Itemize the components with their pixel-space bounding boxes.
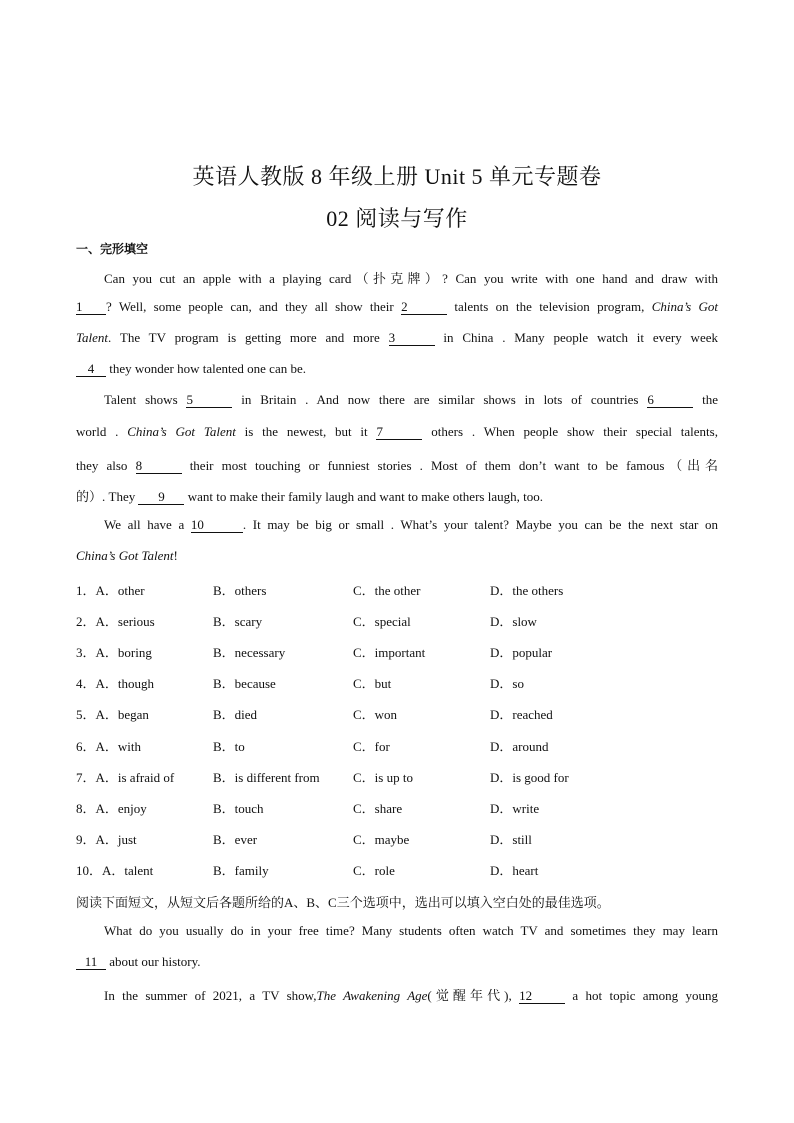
blank-7: 7 — [376, 425, 422, 440]
option-d: D．still — [490, 832, 532, 847]
option-a — [76, 580, 145, 599]
instruction-text: 阅读下面短文，从短文后各题所给的A、B、C三个选项中，选出可以填入空白处的最佳选项。 — [76, 895, 610, 910]
option-c: C．special — [353, 614, 411, 629]
blank-12: 12 — [519, 989, 565, 1004]
option-d: D．so — [490, 676, 524, 691]
option-d: D．reached — [490, 707, 553, 722]
passage-line: they also 8 their most touching or funniest stories . Most of them don’t want to be famous（出名 — [76, 458, 719, 473]
passage-line: In the summer of 2021, a TV show,The Awakening Age(觉醒年代), 12 a hot topic among young — [104, 988, 719, 1003]
question-number: 3．A． — [76, 645, 118, 660]
question-number: 5．A． — [76, 707, 118, 722]
option-c: C．for — [353, 739, 390, 754]
passage-line: 的）. They 9 want to make their family laugh and want to make others laugh, too. — [76, 489, 543, 504]
blank-3: 3 — [389, 331, 435, 346]
blank-9: 9 — [138, 490, 184, 505]
option-c: C．share — [353, 801, 403, 816]
blank-2: 2 — [401, 300, 447, 315]
passage-line: Talent shows 5 in Britain . And now there are similar shows in lots of countries 6 the — [104, 392, 719, 407]
section-heading-cloze: 一、完形填空 — [76, 242, 149, 256]
option-a — [76, 704, 149, 723]
passage-line: What do you usually do in your free time? Many students often watch TV and sometimes they may learn — [104, 923, 718, 938]
passage-line: We all have a 10 . It may be big or small . What’s your talent? Maybe you can be the next star on — [104, 517, 718, 532]
question-number: 8．A． — [76, 801, 118, 816]
blank-10: 10 — [191, 518, 243, 533]
passage-line: Talent. The TV program is getting more and more 3 in China . Many people watch it every week — [76, 330, 718, 345]
option-c: C．is up to — [353, 770, 413, 785]
option-d: D．heart — [490, 863, 539, 878]
option-c: C．important — [353, 645, 426, 660]
page-title: 英语人教版 8 年级上册 Unit 5 单元专题卷 — [192, 164, 602, 189]
option-b: B．to — [213, 739, 245, 754]
passage-line: China’s Got Talent! — [76, 548, 178, 563]
option-c: C．but — [353, 676, 392, 691]
page-subtitle: 02 阅读与写作 — [326, 206, 468, 231]
option-a-text: though — [117, 676, 155, 691]
passage-line: world . China’s Got Talent is the newest, but it 7 others . When people show their special talents, — [76, 424, 718, 439]
question-number: 1．A． — [76, 583, 118, 598]
option-b: B．died — [213, 707, 258, 722]
option-d: D．around — [490, 739, 549, 754]
passage-line: 4 they wonder how talented one can be. — [76, 361, 306, 377]
passage-line: Can you cut an apple with a playing card（扑克牌）? Can you write with one hand and draw with — [104, 271, 718, 286]
option-a-text: began — [117, 707, 149, 722]
question-number: 6．A． — [76, 739, 118, 754]
option-a — [76, 860, 153, 879]
option-b: B．ever — [213, 832, 258, 847]
passage-line: 1 ? Well, some people can, and they all show their 2 talents on the television program, China’s Got — [76, 299, 719, 314]
option-a — [76, 736, 141, 755]
option-a — [76, 829, 137, 848]
option-a-text: with — [117, 739, 142, 754]
question-number: 4．A． — [76, 676, 118, 691]
blank-5: 5 — [186, 393, 232, 408]
option-c: C．role — [353, 863, 395, 878]
option-b: B．because — [213, 676, 276, 691]
question-number: 9．A． — [76, 832, 118, 847]
question-number: 2．A． — [76, 614, 118, 629]
option-a — [76, 798, 147, 817]
option-a — [76, 642, 152, 661]
option-a-text: is afraid of — [117, 770, 175, 785]
blank-4: 4 — [76, 362, 106, 377]
option-a-text: just — [117, 832, 137, 847]
blank-6: 6 — [647, 393, 693, 408]
option-d: D．slow — [490, 614, 537, 629]
option-d: D．the others — [490, 583, 564, 598]
option-b: B．touch — [213, 801, 264, 816]
option-a-text: other — [117, 583, 145, 598]
option-a-text: enjoy — [117, 801, 147, 816]
blank-11: 11 — [76, 955, 106, 970]
option-d: D．popular — [490, 645, 553, 660]
option-b: B．necessary — [213, 645, 286, 660]
question-number: 10．A． — [76, 863, 125, 878]
option-d: D．write — [490, 801, 540, 816]
option-a — [76, 611, 155, 630]
passage-line: 11 about our history. — [76, 954, 200, 970]
question-number: 7．A． — [76, 770, 118, 785]
option-c: C．won — [353, 707, 398, 722]
option-b: B．family — [213, 863, 269, 878]
option-d: D．is good for — [490, 770, 569, 785]
blank-8: 8 — [136, 459, 182, 474]
option-b: B．is different from — [213, 770, 320, 785]
option-b: B．others — [213, 583, 267, 598]
option-a — [76, 767, 174, 786]
option-a-text: talent — [124, 863, 154, 878]
option-b: B．scary — [213, 614, 263, 629]
option-c: C．the other — [353, 583, 421, 598]
option-c: C．maybe — [353, 832, 410, 847]
option-a-text: boring — [117, 645, 152, 660]
option-a — [76, 673, 154, 692]
blank-1: 1 — [76, 300, 106, 315]
option-a-text: serious — [117, 614, 155, 629]
